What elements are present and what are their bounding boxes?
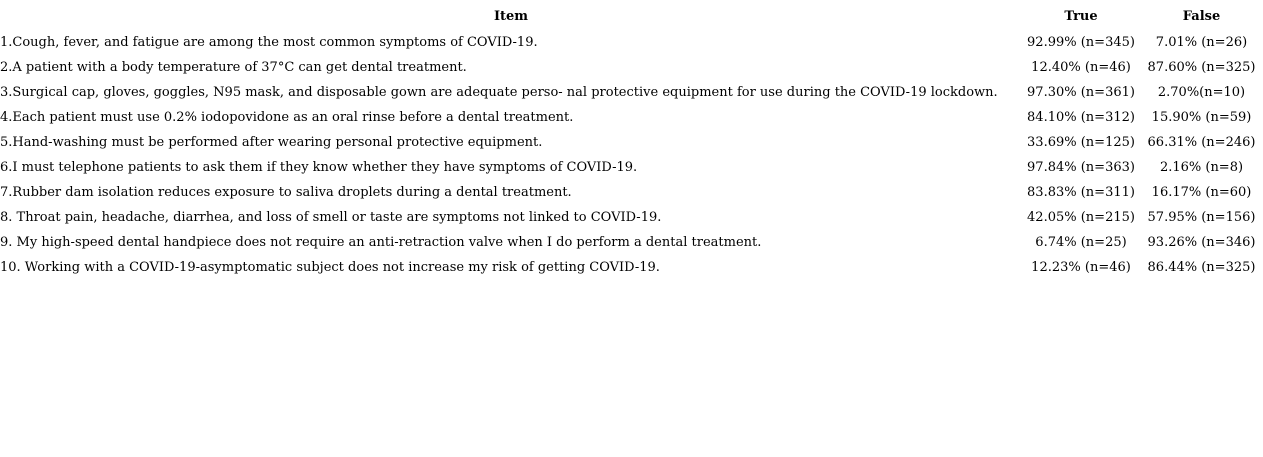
- true-cell: 92.99% (n=345): [1027, 35, 1135, 50]
- false-cell: 2.16% (n=8): [1159, 160, 1244, 175]
- false-cell: 87.60% (n=325): [1147, 60, 1256, 75]
- table-row: [0, 80, 1263, 105]
- false-cell: 57.95% (n=156): [1147, 210, 1256, 225]
- item-cell: 4.Each patient must use 0.2% iodopovidone as an oral rinse before a dental treatment.: [0, 110, 574, 125]
- table-row: [0, 155, 1263, 180]
- table-row: [0, 130, 1263, 155]
- item-cell: 1.Cough, fever, and fatigue are among the most common symptoms of COVID-19.: [0, 35, 538, 50]
- table-row: [0, 30, 1263, 55]
- true-cell: 97.84% (n=363): [1027, 160, 1135, 175]
- item-cell: 2.A patient with a body temperature of 37°C can get dental treatment.: [0, 60, 467, 75]
- table-row: [0, 180, 1263, 205]
- item-cell: 5.Hand-washing must be performed after wearing personal protective equipment.: [0, 135, 543, 150]
- table-row: [0, 230, 1263, 255]
- column-header-false: False: [1182, 9, 1221, 24]
- false-cell: 93.26% (n=346): [1147, 235, 1256, 250]
- true-cell: 12.40% (n=46): [1031, 60, 1131, 75]
- table-row: [0, 55, 1263, 80]
- true-cell: 33.69% (n=125): [1027, 135, 1135, 150]
- true-cell: 97.30% (n=361): [1027, 85, 1135, 100]
- column-header-item: Item: [493, 9, 529, 24]
- item-cell: 10. Working with a COVID-19-asymptomatic subject does not increase my risk of getting COVID-19.: [0, 260, 660, 275]
- false-cell: 16.17% (n=60): [1151, 185, 1252, 200]
- item-cell: 3.Surgical cap, gloves, goggles, N95 mask, and disposable gown are adequate perso- nal protective equipment for use during the COVID-19 lockdown.: [0, 85, 998, 100]
- false-cell: 2.70%(n=10): [1157, 85, 1246, 100]
- true-cell: 84.10% (n=312): [1027, 110, 1135, 125]
- false-cell: 15.90% (n=59): [1151, 110, 1252, 125]
- table-row: [0, 255, 1263, 280]
- column-header-true: True: [1064, 9, 1098, 24]
- true-cell: 12.23% (n=46): [1031, 260, 1131, 275]
- false-cell: 7.01% (n=26): [1155, 35, 1248, 50]
- item-cell: 9. My high-speed dental handpiece does not require an anti-retraction valve when I do perform a dental treatment.: [0, 235, 762, 250]
- item-cell: 7.Rubber dam isolation reduces exposure to saliva droplets during a dental treatment.: [0, 185, 572, 200]
- table-header-row: [0, 4, 1263, 30]
- table-row: [0, 105, 1263, 130]
- knowledge-survey-table: [0, 4, 1263, 280]
- true-cell: 83.83% (n=311): [1027, 185, 1135, 200]
- table-row: [0, 205, 1263, 230]
- false-cell: 66.31% (n=246): [1147, 135, 1256, 150]
- false-cell: 86.44% (n=325): [1147, 260, 1256, 275]
- item-cell: 8. Throat pain, headache, diarrhea, and loss of smell or taste are symptoms not linked to COVID-19.: [0, 210, 662, 225]
- true-cell: 42.05% (n=215): [1027, 210, 1135, 225]
- item-cell: 6.I must telephone patients to ask them if they know whether they have symptoms of COVID-19.: [0, 160, 638, 175]
- true-cell: 6.74% (n=25): [1035, 235, 1127, 250]
